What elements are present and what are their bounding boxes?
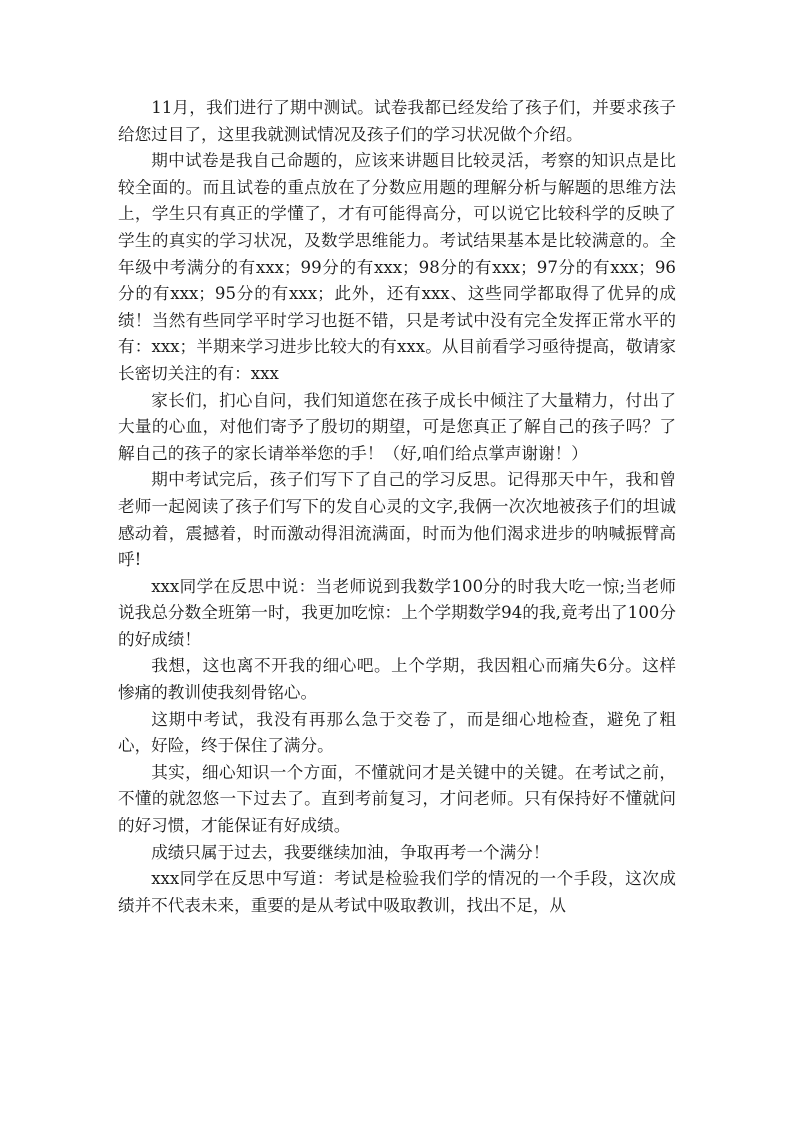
- paragraph-student-quote-3: 这期中考试，我没有再那么急于交卷了，而是细心地检查，避免了粗心，好险，终于保住了满分。: [118, 709, 676, 756]
- paragraph-student-quote-6: xxx同学在反思中写道：考试是检验我们学的情况的一个手段，这次成绩并不代表未来，重要的是从考试中吸取教训，找出不足，从: [118, 869, 676, 915]
- paragraph-student-quote-5: 成绩只属于过去，我要继续加油，争取再考一个满分！: [151, 842, 550, 862]
- paragraph-student-quote-4: 其实，细心知识一个方面，不懂就问才是关键中的关键。在考试之前，不懂的就忽悠一下过去了。直到考前复习，才问老师。只有保持好不懂就问的好习惯，才能保证有好成绩。: [118, 762, 676, 836]
- paragraph-student-reflections: 期中考试完后，孩子们写下了自己的学习反思。记得那天中午，我和曾老师一起阅读了孩子们写下的发自心灵的文字,我俩一次次地被孩子们的坦诚感动着，震撼着，时而激动得泪流满面，时而为他们渴求进步的呐喊振臂高呼!: [118, 470, 676, 570]
- paragraph-student-quote-1: xxx同学在反思中说：当老师说到我数学100分的时我大吃一惊;当老师说我总分数全班第一时，我更加吃惊：上个学期数学94的我,竟考出了100分的好成绩！: [118, 576, 676, 649]
- paragraph-exam-analysis: 期中试卷是我自己命题的，应该来讲题目比较灵活，考察的知识点是比较全面的。而且试卷的重点放在了分数应用题的理解分析与解题的思维方法上，学生只有真正的学懂了，才有可能得高分，可以说它比较科学的反映了学生的真实的学习状况，及数学思维能力。考试结果基本是比较满意的。全年级中考满分的有xxx；99分的有xxx；98分的有xxx；97分的有xxx；96分的有xxx；95分的有xxx；此外，还有xxx、这些同学都取得了优异的成绩！当然有些同学平时学习也挺不错，只是考试中没有完全发挥正常水平的有：xxx；半期来学习进步比较大的有xxx。从目前看学习亟待提高，敬请家长密切关注的有：xxx: [118, 151, 676, 383]
- paragraph-student-quote-2: 我想，这也离不开我的细心吧。上个学期，我因粗心而痛失6分。这样惨痛的教训使我刻骨铭心。: [118, 656, 676, 703]
- document-body: [118, 95, 676, 919]
- paragraph-exam-intro: 11月，我们进行了期中测试。试卷我都已经发给了孩子们，并要求孩子给您过目了，这里我就测试情况及孩子们的学习状况做个介绍。: [118, 98, 676, 144]
- paragraph-parents-question: 家长们，扪心自问，我们知道您在孩子成长中倾注了大量精力，付出了大量的心血，对他们寄予了殷切的期望，可是您真正了解自己的孩子吗？了解自己的孩子的家长请举举您的手！（好,咱们给点掌声谢谢！）: [118, 390, 676, 463]
